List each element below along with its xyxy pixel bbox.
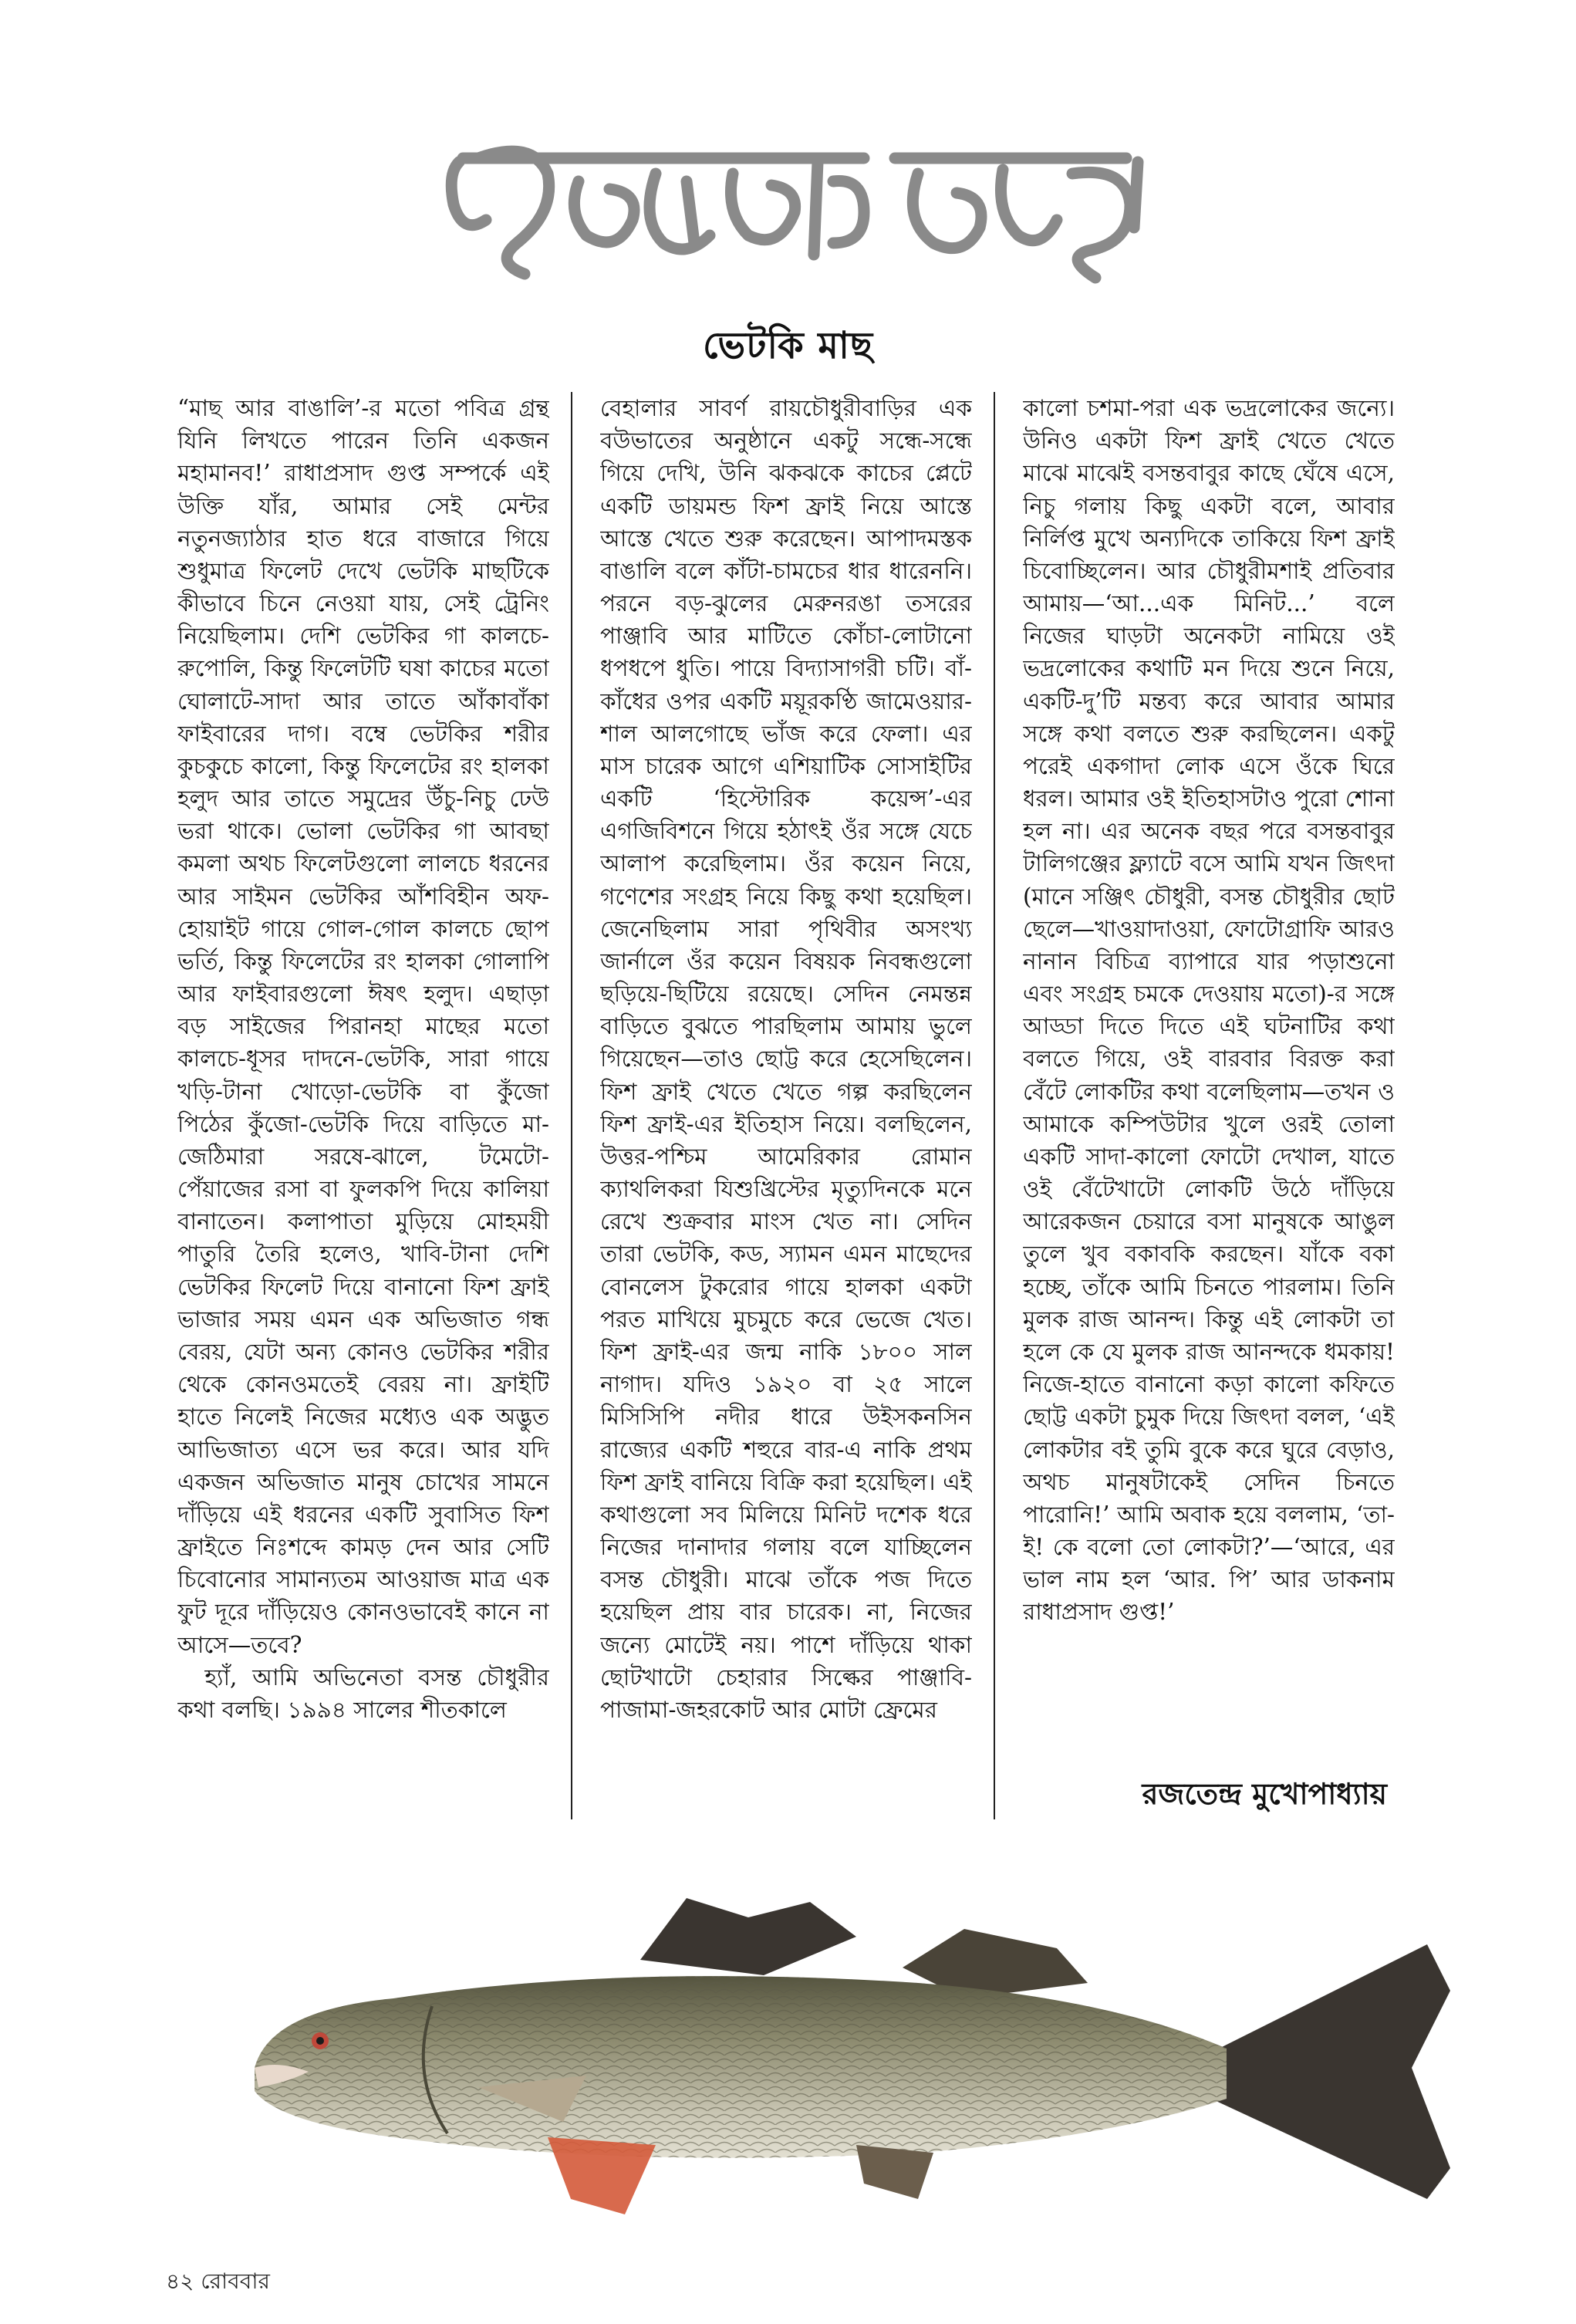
column-divider (571, 392, 572, 1819)
paragraph: “মাছ আর বাঙালি’-র মতো পবিত্র গ্রন্থ যিনি লিখতে পারেন তিনি একজন মহামানব!’ রাধাপ্রসাদ গুপ্ত সম্পর্কে এই উক্তি যাঁর, আমার সেই মেন্টর নতুনজ্যাঠার হাত ধরে বাজারে গিয়ে শুধুমাত্র ফিলেট দেখে ভেটকি মাছটিকে কীভাবে চিনে নেওয়া যায়, সেই ট্রেনিং নিয়েছিলাম। দেশি ভেটকির গা কালচে-রুপোলি, কিন্তু ফিলেটটি ঘষা কাচের মতো ঘোলাটে-সাদা আর তাতে আঁকাবাঁকা ফাইবারের দাগ। বম্বে ভেটকির শরীর কুচকুচে কালো, কিন্তু ফিলেটের রং হালকা হলুদ আর তাতে সমুদ্রের উঁচু-নিচু ঢেউ ভরা থাকে। ভোলা ভেটকির গা আবছা কমলা অথচ ফিলেটগুলো লালচে ধরনের আর সাইমন ভেটকির আঁশবিহীন অফ-হোয়াইট গায়ে গোল-গোল কালচে ছোপ ভর্তি, কিন্তু ফিলেটের রং হালকা গোলাপি আর ফাইবারগুলো ঈষৎ হলুদ। এছাড়া বড় সাইজের পিরানহা মাছের মতো কালচে-ধূসর দাদনে-ভেটকি, সারা গায়ে খড়ি-টানা খোড়ো-ভেটকি বা কুঁজো পিঠের কুঁজো-ভেটকি দিয়ে বাড়িতে মা-জেঠিমারা সরষে-ঝালে, টমেটো-পেঁয়াজের রসা বা ফুলকপি দিয়ে কালিয়া বানাতেন। কলাপাতা মুড়িয়ে মোহময়ী পাতুরি তৈরি হলেও, খাবি-টানা দেশি ভেটকির ফিলেট দিয়ে বানানো ফিশ ফ্রাই ভাজার সময় এমন এক অভিজাত গন্ধ বেরয়, যেটা অন্য কোনও ভেটকির শরীর থেকে কোনওমতেই বেরয় না। ফ্রাইটি হাতে নিলেই নিজের মধ্যেও এক অদ্ভুত আভিজাত্য এসে ভর করে। আর যদি একজন অভিজাত মানুষ চোখের সামনে দাঁড়িয়ে এই ধরনের একটি সুবাসিত ফিশ ফ্রাইতে নিঃশব্দে কামড় দেন আর সেটি চিবোনোর সামান্যতম আওয়াজ মাত্র এক ফুট দূরে দাঁড়িয়েও কোনওভাবেই কানে না আসে—তবে? (177, 395, 549, 1658)
page-number: ৪২ (166, 2268, 194, 2294)
article-column-1 (177, 392, 549, 1819)
magazine-name: রোববার (201, 2268, 270, 2294)
author-byline: রজতেন্দ্র মুখোপাধ্যায় (1142, 1776, 1387, 1811)
article-column-3 (1023, 392, 1395, 1819)
column-divider (994, 392, 995, 1819)
masthead-brush-lettering (432, 127, 1173, 293)
article-column-2 (600, 392, 972, 1819)
bhetki-fish-photo (224, 1875, 1458, 2245)
paragraph: কালো চশমা-পরা এক ভদ্রলোকের জন্যে। উনিও একটা ফিশ ফ্রাই খেতে খেতে মাঝে মাঝেই বসন্তবাবুর কাছে ঘেঁষে এসে, নিচু গলায় কিছু একটা বলে, আবার নির্লিপ্ত মুখে অন্যদিকে তাকিয়ে ফিশ ফ্রাই চিবোচ্ছিলেন। আর চৌধুরীমশাই প্রতিবার আমায়—‘আ...এক মিনিট...’ বলে নিজের ঘাড়টা অনেকটা নামিয়ে ওই ভদ্রলোকের কথাটি মন দিয়ে শুনে নিয়ে, একটি-দু’টি মন্তব্য করে আবার আমার সঙ্গে কথা বলতে শুরু করছিলেন। একটু পরেই একগাদা লোক এসে ওঁকে ঘিরে ধরল। আমার ওই ইতিহাসটাও পুরো শোনা হল না। এর অনেক বছর পরে বসন্তবাবুর টালিগঞ্জের ফ্ল্যাটে বসে আমি যখন জিৎদা (মানে সঞ্জিৎ চৌধুরী, বসন্ত চৌধুরীর ছোট ছেলে—খাওয়াদাওয়া, ফোটোগ্রাফি আরও নানান বিচিত্র ব্যাপারে যার পড়াশুনো এবং সংগ্রহ চমকে দেওয়ায় মতো)-র সঙ্গে আড্ডা দিতে দিতে এই ঘটনাটির কথা বলতে গিয়ে, ওই বারবার বিরক্ত করা বেঁটে লোকটির কথা বলেছিলাম—তখন ও আমাকে কম্পিউটার খুলে ওরই তোলা একটি সাদা-কালো ফোটো দেখাল, যাতে ওই বেঁটেখাটো লোকটি উঠে দাঁড়িয়ে আরেকজন চেয়ারে বসা মানুষকে আঙুল তুলে খুব বকাবকি করছেন। যাঁকে বকা হচ্ছে, তাঁকে আমি চিনতে পারলাম। তিনি মুলক রাজ আনন্দ। কিন্তু এই লোকটা তা হলে কে যে মুলক রাজ আনন্দকে ধমকায়! নিজে-হাতে বানানো কড়া কালো কফিতে ছোট্ট একটা চুমুক দিয়ে জিৎদা বলল, ‘এই লোকটার বই তুমি বুকে করে ঘুরে বেড়াও, অথচ মানুষটাকেই সেদিন চিনতে পারোনি!’ আমি অবাক হয়ে বললাম, ‘তা-ই! কে বলো তো লোকটা?’—‘আরে, এর ভাল নাম হল ‘আর. পি’ আর ডাকনাম রাধাপ্রসাদ গুপ্ত!’ (1023, 395, 1395, 1626)
masthead-logo (432, 127, 1173, 293)
paragraph: বেহালার সাবর্ণ রায়চৌধুরীবাড়ির এক বউভাতের অনুষ্ঠানে একটু সন্ধে-সন্ধে গিয়ে দেখি, উনি ঝকঝকে কাচের প্লেটে একটি ডায়মন্ড ফিশ ফ্রাই নিয়ে আস্তে আস্তে খেতে শুরু করেছেন। আপাদমস্তক বাঙালি বলে কাঁটা-চামচের ধার ধারেননি। পরনে বড়-ঝুলের মেরুনরঙা তসরের পাঞ্জাবি আর মাটিতে কোঁচা-লোটানো ধপধপে ধুতি। পায়ে বিদ্যাসাগরী চটি। বাঁ-কাঁধের ওপর একটি ময়ূরকণ্ঠি জামেওয়ার-শাল আলগোছে ভাঁজ করে ফেলা। এর মাস চারেক আগে এশিয়াটিক সোসাইটির একটি ‘হিস্টোরিক কয়েন্স’-এর এগজিবিশনে গিয়ে হঠাৎই ওঁর সঙ্গে যেচে আলাপ করেছিলাম। ওঁর কয়েন নিয়ে, গণেশের সংগ্রহ নিয়ে কিছু কথা হয়েছিল। জেনেছিলাম সারা পৃথিবীর অসংখ্য জার্নালে ওঁর কয়েন বিষয়ক নিবন্ধগুলো ছড়িয়ে-ছিটিয়ে রয়েছে। সেদিন নেমন্তন্ন বাড়িতে বুঝতে পারছিলাম আমায় ভুলে গিয়েছেন—তাও ছোট্ট করে হেসেছিলেন। ফিশ ফ্রাই খেতে খেতে গল্প করছিলেন ফিশ ফ্রাই-এর ইতিহাস নিয়ে। বলছিলেন, উত্তর-পশ্চিম আমেরিকার রোমান ক্যাথলিকরা যিশুখ্রিস্টের মৃত্যুদিনকে মনে রেখে শুক্রবার মাংস খেত না। সেদিন তারা ভেটকি, কড, স্যামন এমন মাছেদের বোনলেস টুকরোর গায়ে হালকা একটা পরত মাখিয়ে মুচমুচে করে ভেজে খেত। ফিশ ফ্রাই-এর জন্ম নাকি ১৮০০ সাল নাগাদ। যদিও ১৯২০ বা ২৫ সালে মিসিসিপি নদীর ধারে উইসকনসিন রাজ্যের একটি শহুরে বার-এ নাকি প্রথম ফিশ ফ্রাই বানিয়ে বিক্রি করা হয়েছিল। এই কথাগুলো সব মিলিয়ে মিনিট দশেক ধরে নিজের দানাদার গলায় বলে যাচ্ছিলেন বসন্ত চৌধুরী। মাঝে তাঁকে পজ দিতে হয়েছিল প্রায় বার চারেক। না, নিজের জন্যে মোটেই নয়। পাশে দাঁড়িয়ে থাকা ছোটখাটো চেহারার সিল্কের পাঞ্জাবি-পাজামা-জহরকোট আর মোটা ফ্রেমের (600, 395, 972, 1723)
article-title: ভেটকি মাছ (702, 324, 874, 367)
page-footer (166, 2265, 270, 2301)
paragraph: হ্যাঁ, আমি অভিনেতা বসন্ত চৌধুরীর কথা বলছি। ১৯৯৪ সালের শীতকালে (177, 1664, 549, 1723)
